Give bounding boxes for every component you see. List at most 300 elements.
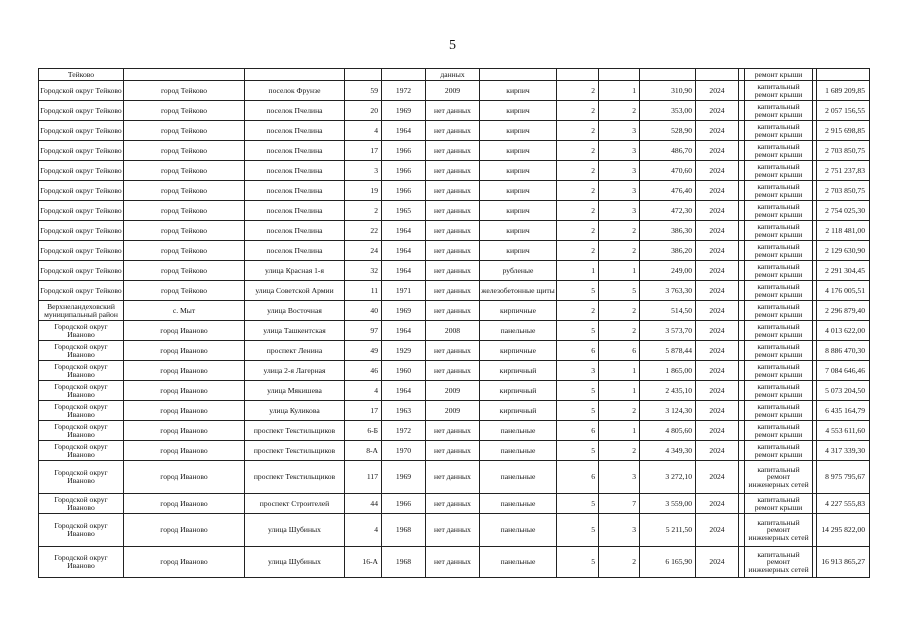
- table-cell: город Тейково: [124, 81, 245, 101]
- table-cell: 4 805,60: [640, 421, 696, 441]
- table-cell: 353,00: [640, 101, 696, 121]
- table-row: [39, 381, 870, 401]
- table-cell: 470,60: [640, 161, 696, 181]
- table-cell: нет данных: [426, 494, 480, 514]
- table-row: [39, 401, 870, 421]
- table-cell: 5 211,50: [640, 514, 696, 547]
- table-cell: капитальный ремонт крыши: [745, 261, 813, 281]
- table-cell: 4: [345, 381, 382, 401]
- table-cell: капитальный ремонт крыши: [745, 121, 813, 141]
- table-row: [39, 441, 870, 461]
- table-cell: капитальный ремонт крыши: [745, 101, 813, 121]
- table-cell: 20: [345, 101, 382, 121]
- table-cell: панельные: [480, 514, 557, 547]
- table-cell: 19: [345, 181, 382, 201]
- table-cell: 1: [557, 261, 599, 281]
- table-cell: 1 865,00: [640, 361, 696, 381]
- table-cell: 2024: [696, 401, 739, 421]
- table-cell: 1966: [382, 181, 426, 201]
- table-cell: 2024: [696, 241, 739, 261]
- table-cell: капитальный ремонт инженерных сетей: [745, 514, 813, 547]
- table-cell: поселок Фрунзе: [245, 81, 345, 101]
- table-cell: улица Шубиных: [245, 514, 345, 547]
- table-cell: 1: [599, 361, 640, 381]
- table-cell: город Иваново: [124, 461, 245, 494]
- table-cell: нет данных: [426, 221, 480, 241]
- table-cell: панельные: [480, 441, 557, 461]
- table-cell: 1963: [382, 401, 426, 421]
- table-cell: 3 573,70: [640, 321, 696, 341]
- table-cell: 1965: [382, 201, 426, 221]
- table-cell: 6: [557, 421, 599, 441]
- table-cell: [345, 69, 382, 81]
- table-cell: кирпич: [480, 241, 557, 261]
- table-cell: капитальный ремонт крыши: [745, 141, 813, 161]
- table-row: [39, 201, 870, 221]
- table-cell: поселок Пчелина: [245, 241, 345, 261]
- table-cell: город Тейково: [124, 181, 245, 201]
- table-cell: 1: [599, 421, 640, 441]
- table-cell: Городской округ Тейково: [39, 181, 124, 201]
- table-row: [39, 241, 870, 261]
- table-cell: 2: [557, 181, 599, 201]
- table-cell: 514,50: [640, 301, 696, 321]
- table-cell: 2: [557, 301, 599, 321]
- table-cell: кирпич: [480, 121, 557, 141]
- table-cell: кирпич: [480, 101, 557, 121]
- table-cell: капитальный ремонт инженерных сетей: [745, 461, 813, 494]
- table-cell: [696, 69, 739, 81]
- table-cell: 6 165,90: [640, 547, 696, 578]
- table-cell: 14 295 822,00: [817, 514, 870, 547]
- table-cell: Городской округ Иваново: [39, 547, 124, 578]
- table-cell: нет данных: [426, 514, 480, 547]
- table-cell: нет данных: [426, 141, 480, 161]
- table-row: [39, 361, 870, 381]
- table-cell: 5: [557, 547, 599, 578]
- table-cell: 1969: [382, 101, 426, 121]
- table-cell: Городской округ Иваново: [39, 321, 124, 341]
- table-cell: капитальный ремонт крыши: [745, 241, 813, 261]
- table-cell: 2: [557, 101, 599, 121]
- table-cell: 2024: [696, 141, 739, 161]
- table-cell: 386,30: [640, 221, 696, 241]
- table-cell: 1969: [382, 461, 426, 494]
- table-cell: 1971: [382, 281, 426, 301]
- table-cell: капитальный ремонт крыши: [745, 201, 813, 221]
- table-cell: 2024: [696, 101, 739, 121]
- table-cell: Городской округ Иваново: [39, 494, 124, 514]
- table-cell: 2024: [696, 494, 739, 514]
- table-cell: 5: [557, 401, 599, 421]
- table-cell: 3: [599, 121, 640, 141]
- table-cell: 2: [345, 201, 382, 221]
- table-cell: Городской округ Тейково: [39, 81, 124, 101]
- table-cell: город Иваново: [124, 514, 245, 547]
- table-cell: 2 754 025,30: [817, 201, 870, 221]
- table-cell: капитальный ремонт крыши: [745, 441, 813, 461]
- table-cell: 2024: [696, 321, 739, 341]
- table-cell: 2024: [696, 381, 739, 401]
- table-cell: 386,20: [640, 241, 696, 261]
- table-row: [39, 161, 870, 181]
- table-cell: панельные: [480, 461, 557, 494]
- table-row: [39, 341, 870, 361]
- table-cell: Городской округ Тейково: [39, 161, 124, 181]
- table-cell: город Иваново: [124, 441, 245, 461]
- table-cell: нет данных: [426, 241, 480, 261]
- table-cell: нет данных: [426, 201, 480, 221]
- table-cell: 1968: [382, 514, 426, 547]
- table-cell: поселок Пчелина: [245, 141, 345, 161]
- table-cell: 5: [599, 281, 640, 301]
- table-cell: город Тейково: [124, 281, 245, 301]
- table-cell: 2: [599, 221, 640, 241]
- table-cell: 3: [557, 361, 599, 381]
- table-cell: 5: [557, 494, 599, 514]
- table-cell: капитальный ремонт крыши: [745, 321, 813, 341]
- table-cell: 1964: [382, 221, 426, 241]
- table-cell: 1966: [382, 161, 426, 181]
- table-cell: 2 915 698,85: [817, 121, 870, 141]
- table-cell: [480, 69, 557, 81]
- table-cell: 2: [557, 201, 599, 221]
- table-cell: 2 703 850,75: [817, 181, 870, 201]
- table-cell: 2024: [696, 121, 739, 141]
- table-cell: нет данных: [426, 161, 480, 181]
- table-row: [39, 221, 870, 241]
- table-cell: город Иваново: [124, 401, 245, 421]
- table-cell: поселок Пчелина: [245, 201, 345, 221]
- table-cell: улица 2-я Лагерная: [245, 361, 345, 381]
- table-cell: 4 013 622,00: [817, 321, 870, 341]
- table-cell: 2: [599, 321, 640, 341]
- table-row: [39, 101, 870, 121]
- table-cell: 1960: [382, 361, 426, 381]
- table-cell: 1964: [382, 121, 426, 141]
- table-row: [39, 281, 870, 301]
- table-cell: данных: [426, 69, 480, 81]
- table-cell: город Тейково: [124, 221, 245, 241]
- table-cell: [640, 69, 696, 81]
- table-cell: 11: [345, 281, 382, 301]
- table-cell: 1: [599, 81, 640, 101]
- table-cell: улица Восточная: [245, 301, 345, 321]
- table-cell: 1966: [382, 494, 426, 514]
- table-cell: 1970: [382, 441, 426, 461]
- table-cell: 117: [345, 461, 382, 494]
- table-cell: 2009: [426, 381, 480, 401]
- table-cell: 3 124,30: [640, 401, 696, 421]
- table-cell: проспект Текстильщиков: [245, 421, 345, 441]
- table-cell: 6 435 164,79: [817, 401, 870, 421]
- table-cell: поселок Пчелина: [245, 221, 345, 241]
- table-cell: 1964: [382, 241, 426, 261]
- table-cell: капитальный ремонт крыши: [745, 181, 813, 201]
- table-cell: 17: [345, 401, 382, 421]
- table-cell: 6: [557, 341, 599, 361]
- table-cell: с. Мыт: [124, 301, 245, 321]
- table-cell: 1972: [382, 81, 426, 101]
- table-cell: 2: [557, 81, 599, 101]
- table-cell: капитальный ремонт крыши: [745, 221, 813, 241]
- table-cell: город Иваново: [124, 341, 245, 361]
- table-cell: город Тейково: [124, 261, 245, 281]
- table-cell: город Тейково: [124, 121, 245, 141]
- table-cell: кирпич: [480, 161, 557, 181]
- table-cell: улица Куликова: [245, 401, 345, 421]
- table-cell: 4 349,30: [640, 441, 696, 461]
- table-cell: 2: [599, 301, 640, 321]
- table-cell: 2024: [696, 81, 739, 101]
- table-cell: 6-Б: [345, 421, 382, 441]
- table-cell: 4 227 555,83: [817, 494, 870, 514]
- table-cell: капитальный ремонт крыши: [745, 361, 813, 381]
- table-cell: 16 913 865,27: [817, 547, 870, 578]
- table-row: [39, 181, 870, 201]
- table-cell: 8 975 795,67: [817, 461, 870, 494]
- table-cell: улица Красная 1-я: [245, 261, 345, 281]
- table-cell: нет данных: [426, 441, 480, 461]
- table-cell: 3 763,30: [640, 281, 696, 301]
- table-cell: город Иваново: [124, 547, 245, 578]
- table-cell: Городской округ Иваново: [39, 514, 124, 547]
- table-row: [39, 494, 870, 514]
- table-cell: 2: [557, 161, 599, 181]
- table-cell: кирпич: [480, 201, 557, 221]
- table-row: [39, 141, 870, 161]
- table-cell: нет данных: [426, 341, 480, 361]
- table-cell: поселок Пчелина: [245, 121, 345, 141]
- table-cell: 476,40: [640, 181, 696, 201]
- table-cell: улица Шубиных: [245, 547, 345, 578]
- table-cell: 486,70: [640, 141, 696, 161]
- table-cell: 1964: [382, 261, 426, 281]
- table-cell: 2024: [696, 161, 739, 181]
- table-cell: 2024: [696, 181, 739, 201]
- table-cell: 2 296 879,40: [817, 301, 870, 321]
- table-cell: 46: [345, 361, 382, 381]
- table-cell: нет данных: [426, 461, 480, 494]
- table-cell: 16-А: [345, 547, 382, 578]
- table-cell: Городской округ Иваново: [39, 421, 124, 441]
- table-cell: капитальный ремонт крыши: [745, 161, 813, 181]
- table-cell: 2024: [696, 461, 739, 494]
- table-cell: нет данных: [426, 181, 480, 201]
- table-cell: 97: [345, 321, 382, 341]
- table-cell: 1964: [382, 321, 426, 341]
- table-cell: Городской округ Иваново: [39, 381, 124, 401]
- table-cell: 3: [599, 461, 640, 494]
- table-cell: 6: [557, 461, 599, 494]
- table-cell: 17: [345, 141, 382, 161]
- table-cell: город Тейково: [124, 141, 245, 161]
- table-cell: улица Советской Армии: [245, 281, 345, 301]
- table-cell: 2: [599, 441, 640, 461]
- table-cell: улица Ташкентская: [245, 321, 345, 341]
- table-cell: 1969: [382, 301, 426, 321]
- table-cell: 1968: [382, 547, 426, 578]
- table-cell: 3: [599, 201, 640, 221]
- table-cell: капитальный ремонт крыши: [745, 341, 813, 361]
- table-cell: город Тейково: [124, 201, 245, 221]
- table-cell: 249,00: [640, 261, 696, 281]
- table-cell: 1 689 209,85: [817, 81, 870, 101]
- table-cell: 59: [345, 81, 382, 101]
- page-number: 5: [449, 38, 456, 53]
- table-cell: Городской округ Иваново: [39, 401, 124, 421]
- table-cell: 1: [599, 261, 640, 281]
- table-cell: 528,90: [640, 121, 696, 141]
- table-cell: 3: [599, 181, 640, 201]
- table-cell: кирпич: [480, 181, 557, 201]
- table-row: [39, 81, 870, 101]
- table-row: [39, 301, 870, 321]
- table-cell: 5: [557, 381, 599, 401]
- table-cell: [245, 69, 345, 81]
- table-row: [39, 121, 870, 141]
- table-cell: панельные: [480, 421, 557, 441]
- table-cell: проспект Текстильщиков: [245, 441, 345, 461]
- table-cell: 2008: [426, 321, 480, 341]
- table-cell: нет данных: [426, 361, 480, 381]
- table-cell: Городской округ Тейково: [39, 141, 124, 161]
- table-cell: Городской округ Иваново: [39, 461, 124, 494]
- table-cell: 2024: [696, 421, 739, 441]
- table-row: [39, 261, 870, 281]
- table-cell: 2024: [696, 547, 739, 578]
- table-cell: 1972: [382, 421, 426, 441]
- table-cell: 2: [599, 101, 640, 121]
- table-row: [39, 461, 870, 494]
- table-cell: 2 057 156,55: [817, 101, 870, 121]
- table-cell: поселок Пчелина: [245, 161, 345, 181]
- table-row: [39, 547, 870, 578]
- table-cell: 472,30: [640, 201, 696, 221]
- table-cell: [599, 69, 640, 81]
- table-cell: капитальный ремонт крыши: [745, 381, 813, 401]
- table-row: [39, 514, 870, 547]
- table-cell: 2024: [696, 201, 739, 221]
- table-cell: Городской округ Тейково: [39, 241, 124, 261]
- table-cell: 5 878,44: [640, 341, 696, 361]
- table-cell: капитальный ремонт крыши: [745, 401, 813, 421]
- table-cell: 2: [599, 241, 640, 261]
- table-cell: 2: [599, 401, 640, 421]
- table-cell: кирпич: [480, 221, 557, 241]
- table-cell: 2 703 850,75: [817, 141, 870, 161]
- table-cell: 44: [345, 494, 382, 514]
- table-cell: город Иваново: [124, 381, 245, 401]
- table-cell: рубленые: [480, 261, 557, 281]
- table-cell: 1966: [382, 141, 426, 161]
- table-cell: 4 176 005,51: [817, 281, 870, 301]
- table-cell: 4: [345, 121, 382, 141]
- table-cell: город Иваново: [124, 361, 245, 381]
- table-cell: 2 291 304,45: [817, 261, 870, 281]
- table-cell: кирпичный: [480, 361, 557, 381]
- table-cell: 24: [345, 241, 382, 261]
- table-cell: нет данных: [426, 301, 480, 321]
- table-cell: панельные: [480, 321, 557, 341]
- table-cell: город Тейково: [124, 241, 245, 261]
- table-cell: 2: [557, 141, 599, 161]
- table-cell: 2 751 237,83: [817, 161, 870, 181]
- table-cell: кирпич: [480, 141, 557, 161]
- table-cell: 1964: [382, 381, 426, 401]
- table-row: [39, 69, 870, 81]
- table-cell: 3: [599, 141, 640, 161]
- table-cell: 2 129 630,90: [817, 241, 870, 261]
- table-cell: капитальный ремонт инженерных сетей: [745, 547, 813, 578]
- table-cell: капитальный ремонт крыши: [745, 281, 813, 301]
- table-cell: 2024: [696, 361, 739, 381]
- table-cell: 2009: [426, 81, 480, 101]
- table-cell: Тейково: [39, 69, 124, 81]
- table-cell: 8 886 470,30: [817, 341, 870, 361]
- table-cell: проспект Ленина: [245, 341, 345, 361]
- table-cell: кирпич: [480, 81, 557, 101]
- table-cell: 2 118 481,00: [817, 221, 870, 241]
- table-cell: 3 559,00: [640, 494, 696, 514]
- table-cell: город Иваново: [124, 494, 245, 514]
- table-cell: Городской округ Иваново: [39, 341, 124, 361]
- table-cell: ремонт крыши: [745, 69, 813, 81]
- table-cell: 7 084 646,46: [817, 361, 870, 381]
- table-cell: [817, 69, 870, 81]
- table-cell: улица Мякишева: [245, 381, 345, 401]
- table-cell: 2024: [696, 261, 739, 281]
- table-cell: город Иваново: [124, 421, 245, 441]
- table-cell: 2024: [696, 341, 739, 361]
- table-cell: кирпичные: [480, 341, 557, 361]
- table-cell: 32: [345, 261, 382, 281]
- table-cell: 5: [557, 321, 599, 341]
- table-cell: поселок Пчелина: [245, 181, 345, 201]
- table-cell: 5: [557, 441, 599, 461]
- table-cell: панельные: [480, 494, 557, 514]
- table-cell: капитальный ремонт крыши: [745, 81, 813, 101]
- table-cell: город Тейково: [124, 161, 245, 181]
- table-cell: 2024: [696, 441, 739, 461]
- table-cell: 2009: [426, 401, 480, 421]
- table-cell: 49: [345, 341, 382, 361]
- table-cell: 3: [599, 514, 640, 547]
- table-cell: Городской округ Иваново: [39, 441, 124, 461]
- table-cell: 7: [599, 494, 640, 514]
- table-cell: капитальный ремонт крыши: [745, 301, 813, 321]
- table-cell: Городской округ Тейково: [39, 261, 124, 281]
- table-cell: 310,90: [640, 81, 696, 101]
- table-cell: проспект Текстильщиков: [245, 461, 345, 494]
- table-cell: 2024: [696, 281, 739, 301]
- table-cell: 2 435,10: [640, 381, 696, 401]
- table-cell: 2024: [696, 221, 739, 241]
- table-cell: кирпичный: [480, 401, 557, 421]
- table-cell: панельные: [480, 547, 557, 578]
- table-cell: Городской округ Иваново: [39, 361, 124, 381]
- table-cell: 6: [599, 341, 640, 361]
- table-cell: нет данных: [426, 121, 480, 141]
- table-cell: 1: [599, 381, 640, 401]
- table-cell: капитальный ремонт крыши: [745, 421, 813, 441]
- table-cell: 5 073 204,50: [817, 381, 870, 401]
- table-cell: 2: [557, 221, 599, 241]
- housing-repair-table: [38, 68, 870, 578]
- table-cell: капитальный ремонт крыши: [745, 494, 813, 514]
- table-cell: [557, 69, 599, 81]
- table-row: [39, 421, 870, 441]
